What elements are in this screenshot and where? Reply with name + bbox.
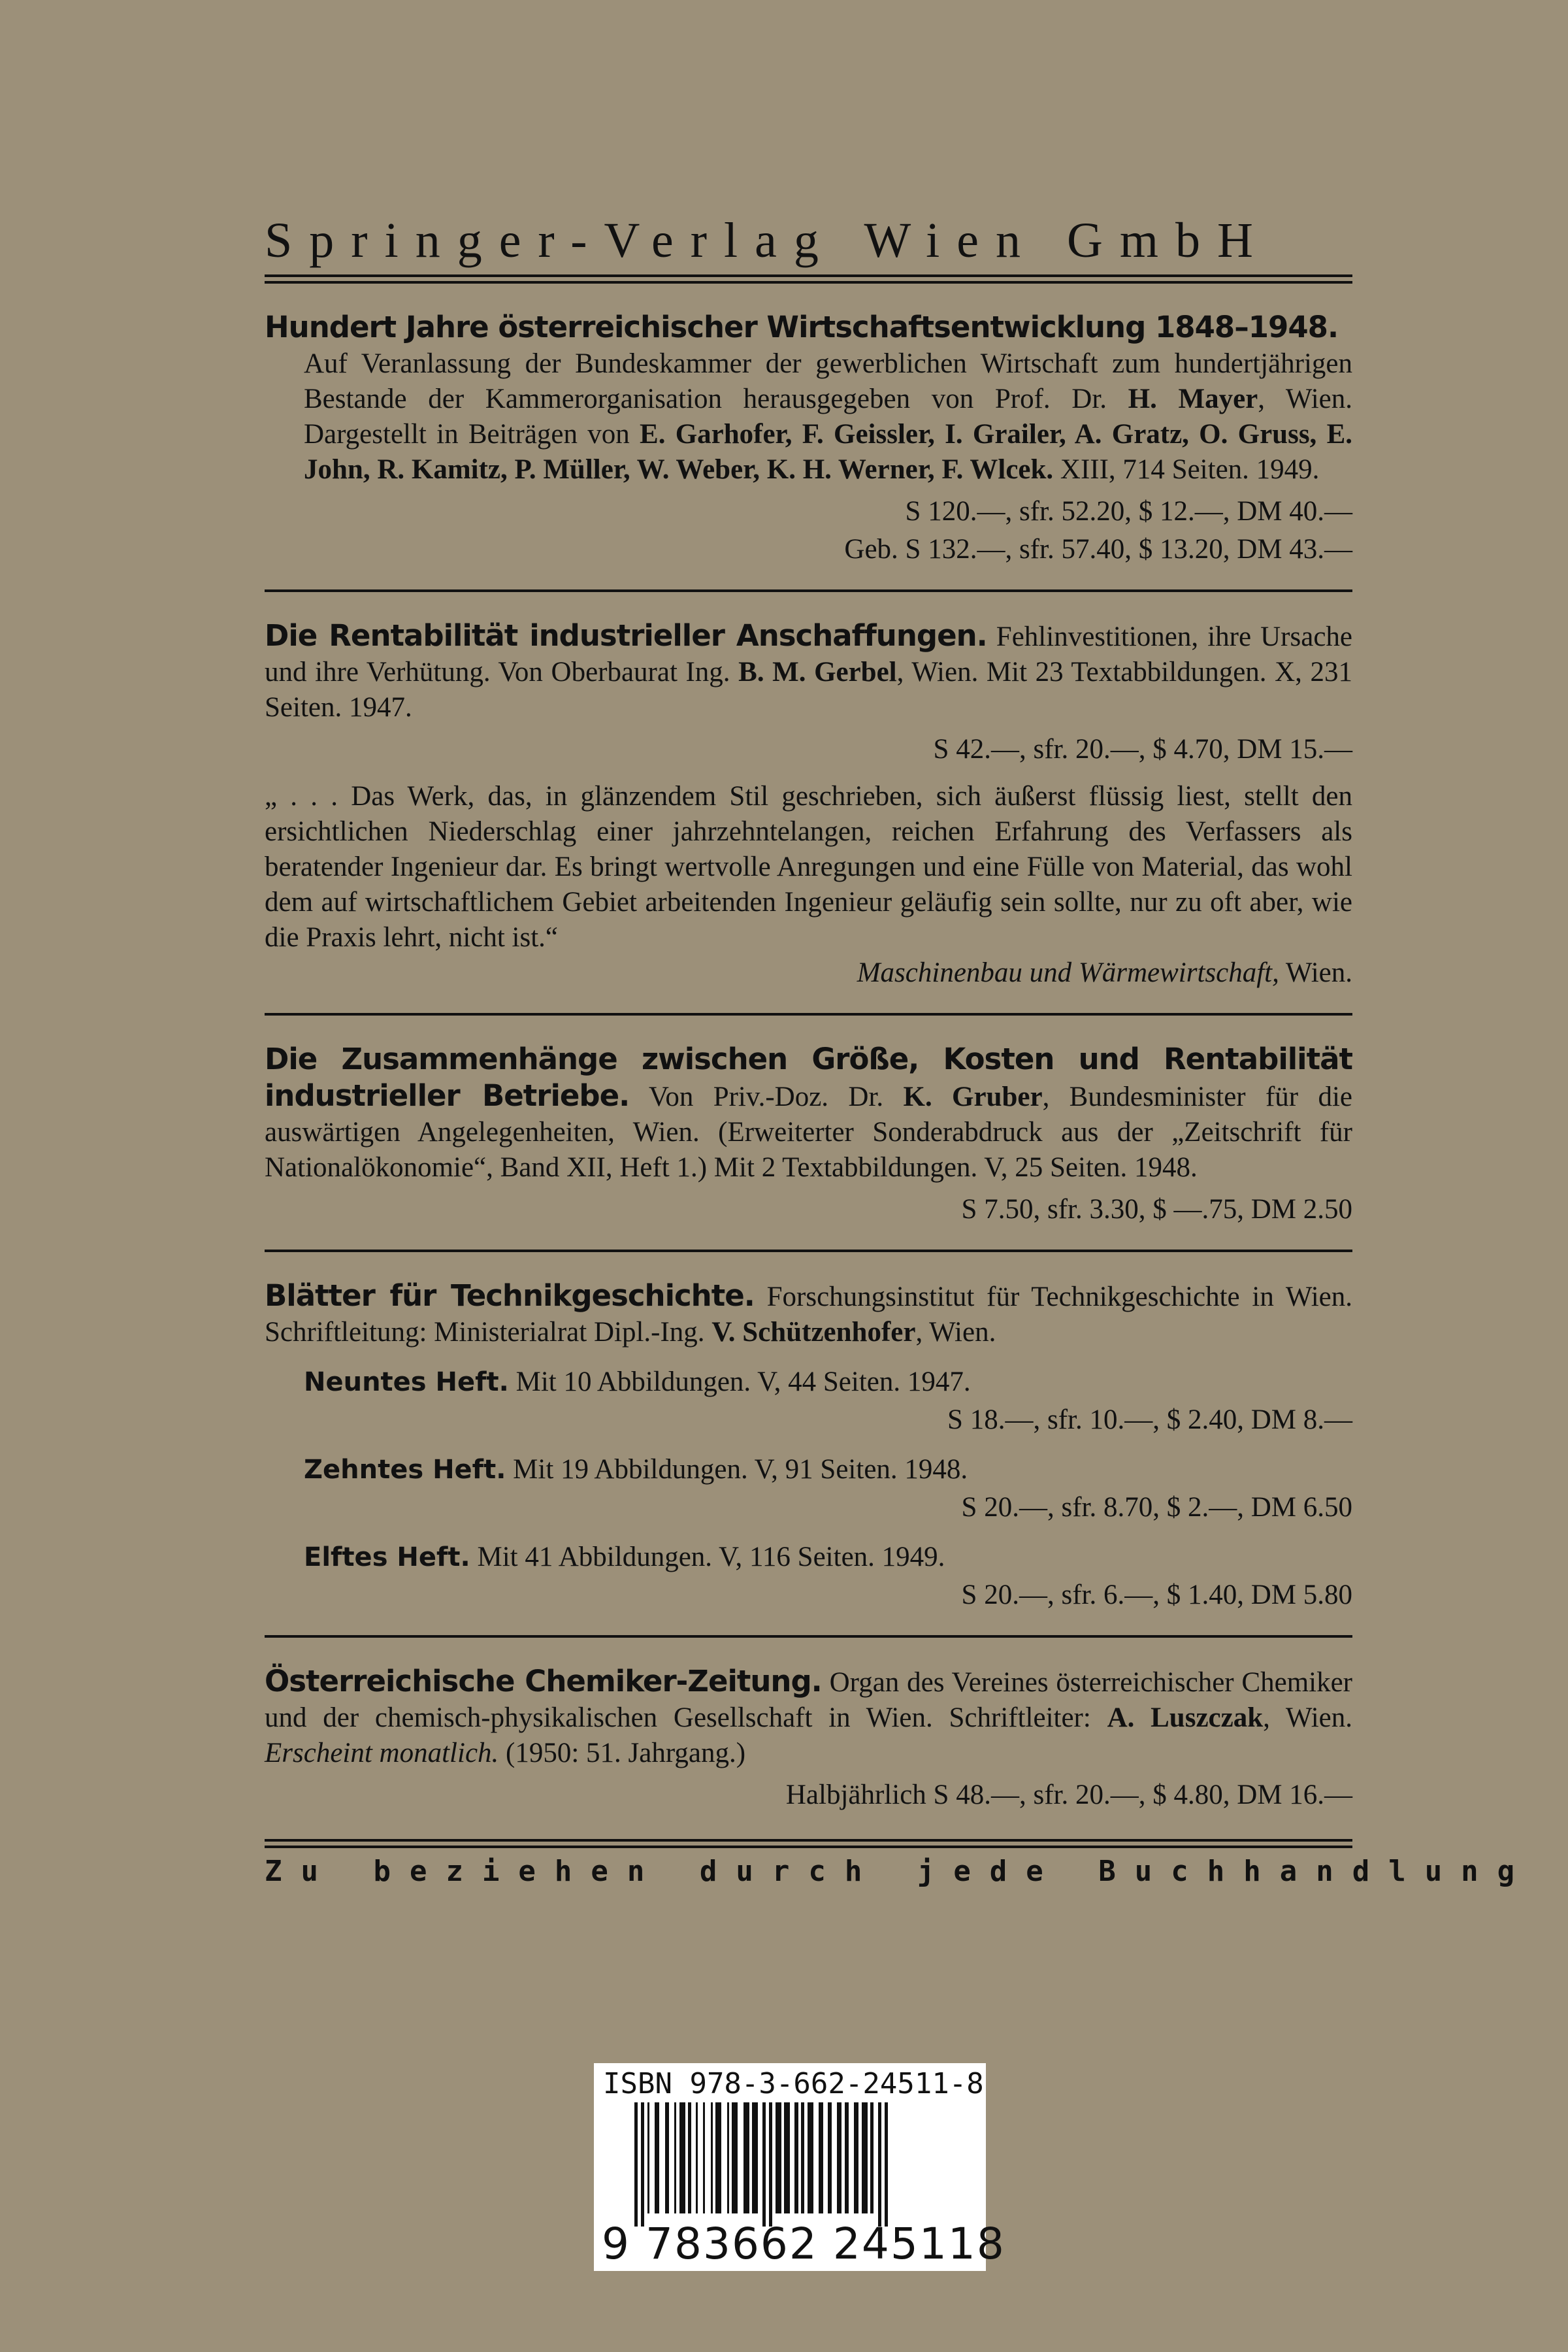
barcode-bar xyxy=(828,2102,832,2213)
footer-rule xyxy=(265,1839,1352,1848)
publisher-name: Springer-Verlag Wien GmbH xyxy=(265,213,1270,268)
issue-entry: Neuntes Heft. Mit 10 Abbildungen. V, 44 Seiten. 1947. S 18.—, sfr. 10.—, $ 2.40, DM 8.— xyxy=(265,1365,1352,1438)
barcode-bar xyxy=(819,2102,823,2213)
divider xyxy=(265,1250,1352,1252)
book-title: Hundert Jahre österreichischer Wirtschaftsentwicklung 1848–1948. xyxy=(265,310,1339,344)
book-entry-zusammenhaenge xyxy=(265,1042,1352,1227)
barcode-bar xyxy=(794,2102,798,2213)
issue-title: Elftes Heft. xyxy=(304,1542,470,1572)
barcode-bars xyxy=(634,2102,948,2227)
issue-entry: Zehntes Heft. Mit 19 Abbildungen. V, 91 Seiten. 1948. S 20.—, sfr. 8.70, $ 2.—, DM 6.50 xyxy=(265,1452,1352,1525)
barcode-bar xyxy=(674,2102,676,2213)
footer-text: Zu beziehen durch jede Buchhandlung xyxy=(265,1855,1534,1888)
barcode-bar xyxy=(743,2102,749,2213)
barcode-bar xyxy=(665,2102,669,2213)
editor-name: V. Schützenhofer xyxy=(711,1317,916,1348)
price-line: S 42.—, sfr. 20.—, $ 4.70, DM 15.— xyxy=(933,734,1352,765)
price-line: S 120.—, sfr. 52.20, $ 12.—, DM 40.— xyxy=(905,496,1352,527)
barcode-bar xyxy=(679,2102,685,2213)
book-title: Die Zusammenhänge zwischen Größe, Kosten und Rentabilität industrieller Betriebe. xyxy=(265,1042,1352,1113)
barcode-bar xyxy=(776,2102,781,2213)
barcode-bar xyxy=(711,2102,713,2213)
issue-entry: Elftes Heft. Mit 41 Abbildungen. V, 116 Seiten. 1949. S 20.—, sfr. 6.—, $ 1.40, DM 5.80 xyxy=(265,1540,1352,1613)
issue-title: Neuntes Heft. xyxy=(304,1367,509,1397)
book-entry-wirtschaftsentwicklung xyxy=(265,310,1352,567)
entry-description: Auf Veranlassung der Bundeskammer der gewerblichen Wirtschaft zum hundertjährigen Bestande der Kammerorganisation herausgegeben von Prof. Dr. H. Mayer, Wien. Dargestellt in Beiträgen von E. Garhofer, F. Geissler, I. Grailer, A. Gratz, O. Gruss, E. John, R. Kamitz, P. Müller, W. Weber, K. H. Werner, F. Wlcek. XIII, 714 Seiten. 1949. xyxy=(304,348,1353,485)
barcode-bar xyxy=(752,2102,758,2213)
entry-body: Die Rentabilität industrieller Anschaffungen. Fehlinvestitionen, ihre Ursache und ihre Verhütung. Von Oberbaurat Ing. B. M. Gerbel, Wien. Mit 23 Textabbildungen. X, 231 Seiten. 1947. xyxy=(265,618,1352,723)
entry-body xyxy=(265,310,1352,488)
issue-title: Zehntes Heft. xyxy=(304,1455,506,1485)
barcode-bar xyxy=(634,2102,638,2227)
back-cover xyxy=(265,213,1534,1888)
book-title: Die Rentabilität industrieller Anschaffungen. xyxy=(265,618,987,653)
barcode-bar xyxy=(801,2102,804,2213)
author-name: K. Gruber xyxy=(903,1082,1043,1112)
price-line: Halbjährlich S 48.—, sfr. 20.—, $ 4.80, DM 16.— xyxy=(785,1780,1352,1810)
divider xyxy=(265,1635,1352,1638)
book-title: Blätter für Technikgeschichte. xyxy=(265,1278,755,1313)
barcode-bar xyxy=(641,2102,644,2227)
entry-body: Blätter für Technikgeschichte. Forschungsinstitut für Technikgeschichte in Wien. Schriftleitung: Ministerialrat Dipl.-Ing. V. Schützenhofer, Wien. xyxy=(265,1278,1352,1348)
price-line: S 18.—, sfr. 10.—, $ 2.40, DM 8.— xyxy=(947,1404,1352,1435)
editor-name: H. Mayer xyxy=(1128,384,1258,414)
journal-title: Österreichische Chemiker-Zeitung. xyxy=(265,1664,822,1698)
barcode-bar xyxy=(808,2102,813,2213)
contributors: E. Garhofer, F. Geissler, I. Grailer, A. Gratz, O. Gruss, E. John, R. Kamitz, P. Müller, W. Weber, K. H. Werner, F. Wlcek. xyxy=(304,419,1352,485)
barcode-bar xyxy=(862,2102,868,2213)
entry-body: Österreichische Chemiker-Zeitung. Organ des Vereines österreichischer Chemiker und der chemisch-physikalischen Gesellschaft in Wien. Schriftleiter: A. Luszczak, Wien. Erscheint monatlich. (1950: 51. Jahrgang.) xyxy=(265,1664,1352,1768)
barcode-bar xyxy=(732,2102,738,2213)
barcode-bar xyxy=(784,2102,790,2213)
barcode-bar xyxy=(878,2102,881,2227)
barcode-number: 9 783662 245118 xyxy=(602,2219,1005,2269)
barcode-bar xyxy=(715,2102,721,2213)
price-line: S 20.—, sfr. 8.70, $ 2.—, DM 6.50 xyxy=(961,1492,1352,1523)
barcode-bar xyxy=(762,2102,766,2227)
isbn-label: ISBN 978-3-662-24511-8 xyxy=(603,2067,984,2100)
barcode-bar xyxy=(769,2102,772,2227)
barcode-bar xyxy=(845,2102,849,2213)
journal-entry-chemiker-zeitung xyxy=(265,1664,1352,1813)
barcode-bar xyxy=(655,2102,659,2213)
barcode-bar xyxy=(854,2102,858,2213)
barcode-bar xyxy=(885,2102,888,2227)
barcode-bar xyxy=(647,2102,649,2213)
review-quote: „ . . . Das Werk, das, in glänzendem Stil geschrieben, sich äußerst flüssig liest, stellt den ersichtlichen Niederschlag einer jahrzehntelangen, reichen Erfahrung des Verfassers als beratender Ingenieur dar. Es bringt wertvolle Anregungen und eine Fülle von Material, das wohl dem auf wirtschaftlichem Gebiet arbeitenden Ingenieur geläufig sein sollte, nur zu oft aber, wie die Praxis lehrt, nicht ist.“ xyxy=(265,781,1352,953)
divider xyxy=(265,589,1352,592)
book-entry-technikgeschichte xyxy=(265,1278,1352,1613)
price-line: S 20.—, sfr. 6.—, $ 1.40, DM 5.80 xyxy=(961,1580,1352,1610)
price-line-bound: Geb. S 132.—, sfr. 57.40, $ 13.20, DM 43.— xyxy=(844,534,1352,565)
barcode-bar xyxy=(727,2102,729,2213)
review-source: Maschinenbau und Wärmewirtschaft, Wien. xyxy=(857,957,1352,988)
divider xyxy=(265,1013,1352,1016)
author-name: B. M. Gerbel xyxy=(738,657,897,687)
price-line: S 7.50, sfr. 3.30, $ —.75, DM 2.50 xyxy=(961,1194,1352,1225)
barcode-bar xyxy=(688,2102,691,2213)
barcode-bar xyxy=(870,2102,874,2213)
barcode-bar xyxy=(703,2102,705,2213)
book-entry-rentabilitaet xyxy=(265,618,1352,991)
barcode-bar xyxy=(837,2102,841,2213)
editor-name: A. Luszczak xyxy=(1107,1702,1264,1733)
barcode xyxy=(594,2063,1005,2271)
entry-body: Die Zusammenhänge zwischen Größe, Kosten und Rentabilität industrieller Betriebe. Von Priv.-Doz. Dr. K. Gruber, Bundesminister für die auswärtigen Angelegenheiten, Wien. (Erweiterter Sonderabdruck aus der „Zeitschrift für Nationalökonomie“, Band XII, Heft 1.) Mit 2 Textabbildungen. V, 25 Seiten. 1948. xyxy=(265,1042,1352,1183)
header-rule xyxy=(265,274,1352,284)
barcode-bar xyxy=(696,2102,698,2213)
